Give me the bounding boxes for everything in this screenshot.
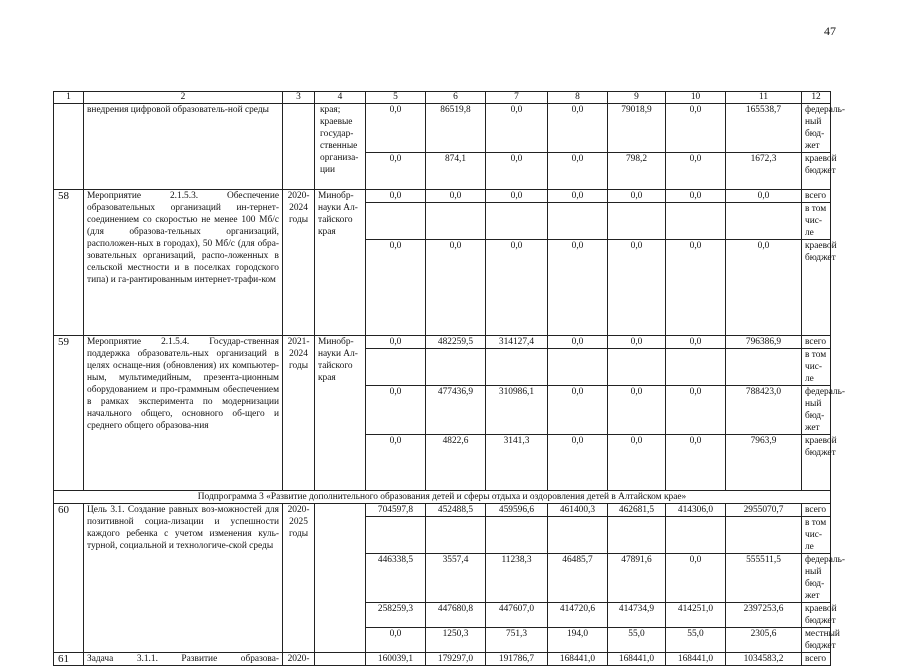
cell-value: 47891,6 [608, 554, 666, 603]
funding-source: местный бюджет [802, 628, 831, 653]
cell-value: 0,0 [608, 190, 666, 203]
cell-value: 452488,5 [426, 504, 486, 517]
cell-value: 751,3 [486, 628, 548, 653]
cell-value: 1034583,2 [726, 653, 802, 666]
cell-value: 55,0 [608, 628, 666, 653]
table-row [54, 104, 831, 153]
funding-source: всего [802, 653, 831, 666]
row-number: 60 [54, 504, 84, 653]
funding-source: краевой бюджет [802, 603, 831, 628]
row-description: внедрения цифровой образователь-ной среды [84, 104, 283, 190]
header-cell: 11 [726, 92, 802, 104]
row-description: Мероприятие 2.1.5.4. Государ-ственная поддержка образователь-ных организаций в целях оснаще-ния (обновления) их компьютер-ным, мультимедийным, презента-ционным оборудованием и про-граммным обеспечением в рамках эксперимента по модернизации начального общего, основного об-щего и среднего общего образова-ния [84, 336, 283, 491]
cell-value: 414251,0 [666, 603, 726, 628]
cell-value: 0,0 [486, 104, 548, 153]
cell-value: 0,0 [666, 386, 726, 435]
cell-value: 0,0 [366, 386, 426, 435]
cell-value: 414734,9 [608, 603, 666, 628]
cell-value: 414306,0 [666, 504, 726, 517]
row-number: 59 [54, 336, 84, 491]
funding-source: всего [802, 336, 831, 349]
cell-value: 0,0 [426, 240, 486, 336]
header-cell: 9 [608, 92, 666, 104]
subprogram-title: Подпрограмма 3 «Развитие дополнительного образования детей и сферы отдыха и оздоровления детей в Алтайском крае» [54, 491, 831, 504]
cell-value: 0,0 [608, 435, 666, 491]
cell-value: 0,0 [666, 554, 726, 603]
cell-value: 79018,9 [608, 104, 666, 153]
cell-value: 0,0 [666, 240, 726, 336]
cell-value: 86519,8 [426, 104, 486, 153]
funding-source: краевой бюджет [802, 435, 831, 491]
row-executor: края; краевые государ-ственные организа-ции [315, 104, 366, 190]
row-years: 2020-2025 годы [283, 504, 315, 653]
funding-source: краевой бюджет [802, 240, 831, 336]
cell-value: 0,0 [366, 104, 426, 153]
cell-value: 446338,5 [366, 554, 426, 603]
funding-source: федераль-ный бюд-жет [802, 386, 831, 435]
cell-value: 165538,7 [726, 104, 802, 153]
cell-value: 459596,6 [486, 504, 548, 517]
cell-value: 0,0 [366, 190, 426, 203]
cell-value: 11238,3 [486, 554, 548, 603]
budget-table [53, 91, 846, 666]
cell-value: 1250,3 [426, 628, 486, 653]
cell-value: 0,0 [548, 240, 608, 336]
header-cell: 12 [802, 92, 831, 104]
row-years: 2020-2024 годы [283, 190, 315, 336]
cell-value: 310986,1 [486, 386, 548, 435]
cell-value: 168441,0 [548, 653, 608, 666]
row-number: 58 [54, 190, 84, 336]
cell-value: 0,0 [366, 435, 426, 491]
cell-value: 179297,0 [426, 653, 486, 666]
page-number: 47 [824, 24, 836, 38]
cell-value: 7963,9 [726, 435, 802, 491]
cell-value: 477436,9 [426, 386, 486, 435]
cell-value: 46485,7 [548, 554, 608, 603]
cell-value: 0,0 [366, 153, 426, 190]
cell-value: 0,0 [548, 336, 608, 349]
table-row [54, 190, 831, 203]
header-cell: 8 [548, 92, 608, 104]
funding-source: в том чис-ле [802, 517, 831, 554]
cell-value: 1672,3 [726, 153, 802, 190]
header-cell: 3 [283, 92, 315, 104]
table-row [54, 504, 831, 517]
cell-value: 168441,0 [608, 653, 666, 666]
funding-source: в том чис-ле [802, 203, 831, 240]
cell-value: 0,0 [548, 386, 608, 435]
cell-value: 3557,4 [426, 554, 486, 603]
cell-value: 462681,5 [608, 504, 666, 517]
cell-value: 168441,0 [666, 653, 726, 666]
table-row [54, 336, 831, 349]
cell-value: 0,0 [548, 153, 608, 190]
cell-value: 461400,3 [548, 504, 608, 517]
subprogram-row [54, 491, 831, 504]
cell-value: 447680,8 [426, 603, 486, 628]
header-cell: 4 [315, 92, 366, 104]
cell-value: 3141,3 [486, 435, 548, 491]
cell-value: 874,1 [426, 153, 486, 190]
cell-value: 0,0 [726, 240, 802, 336]
cell-value: 0,0 [366, 336, 426, 349]
cell-value: 0,0 [426, 190, 486, 203]
cell-value: 447607,0 [486, 603, 548, 628]
row-executor: Минобр-науки Ал-тайского края [315, 190, 366, 336]
cell-value: 788423,0 [726, 386, 802, 435]
funding-source: всего [802, 190, 831, 203]
header-cell: 10 [666, 92, 726, 104]
funding-source: федераль-ный бюд-жет [802, 554, 831, 603]
cell-value: 55,0 [666, 628, 726, 653]
cell-value: 2955070,7 [726, 504, 802, 517]
cell-value: 160039,1 [366, 653, 426, 666]
cell-value: 0,0 [666, 336, 726, 349]
row-description: Цель 3.1. Создание равных воз-можностей для позитивной социа-лизации и успешности каждого ребенка с учетом изменения куль-турной, социальной и технологиче-ской среды [84, 504, 283, 653]
cell-value: 555511,5 [726, 554, 802, 603]
cell-value: 414720,6 [548, 603, 608, 628]
cell-value: 0,0 [666, 435, 726, 491]
row-description: Мероприятие 2.1.5.3. Обеспечение образовательных организаций ин-тернет-соединением со скоростью не менее 100 Мб/с (для образова-тельных организаций, расположен-ных в городах), 50 Мб/с (для обра-зовательных организаций, распо-ложенных в сельской местности и в поселках городского типа) и га-рантированным интернет-трафи-ком [84, 190, 283, 336]
header-cell: 1 [54, 92, 84, 104]
row-years: 2020- [283, 653, 315, 666]
cell-value: 0,0 [608, 240, 666, 336]
cell-value: 314127,4 [486, 336, 548, 349]
cell-value: 0,0 [486, 153, 548, 190]
header-cell: 6 [426, 92, 486, 104]
cell-value: 2305,6 [726, 628, 802, 653]
row-executor: Минобр-науки Ал-тайского края [315, 336, 366, 491]
cell-value: 194,0 [548, 628, 608, 653]
funding-source: всего [802, 504, 831, 517]
cell-value: 482259,5 [426, 336, 486, 349]
header-cell: 2 [84, 92, 283, 104]
funding-source: федераль-ный бюд-жет [802, 104, 831, 153]
cell-value: 0,0 [486, 240, 548, 336]
cell-value: 0,0 [548, 190, 608, 203]
cell-value: 796386,9 [726, 336, 802, 349]
cell-value: 0,0 [726, 190, 802, 203]
row-description: Задача 3.1.1. Развитие образова- [84, 653, 283, 666]
cell-value: 798,2 [608, 153, 666, 190]
cell-value: 191786,7 [486, 653, 548, 666]
cell-value: 0,0 [486, 190, 548, 203]
cell-value: 2397253,6 [726, 603, 802, 628]
header-cell: 5 [366, 92, 426, 104]
cell-value: 0,0 [608, 386, 666, 435]
cell-value: 0,0 [608, 336, 666, 349]
cell-value: 258259,3 [366, 603, 426, 628]
cell-value: 0,0 [666, 153, 726, 190]
header-row [54, 92, 831, 104]
row-years: 2021-2024 годы [283, 336, 315, 491]
header-cell: 7 [486, 92, 548, 104]
cell-value: 704597,8 [366, 504, 426, 517]
funding-source: краевой бюджет [802, 153, 831, 190]
cell-value: 0,0 [666, 190, 726, 203]
cell-value: 4822,6 [426, 435, 486, 491]
row-number: 61 [54, 653, 84, 666]
cell-value: 0,0 [366, 240, 426, 336]
cell-value: 0,0 [666, 104, 726, 153]
cell-value: 0,0 [548, 104, 608, 153]
cell-value: 0,0 [366, 628, 426, 653]
funding-source: в том чис-ле [802, 349, 831, 386]
table-row [54, 653, 831, 666]
cell-value: 0,0 [548, 435, 608, 491]
